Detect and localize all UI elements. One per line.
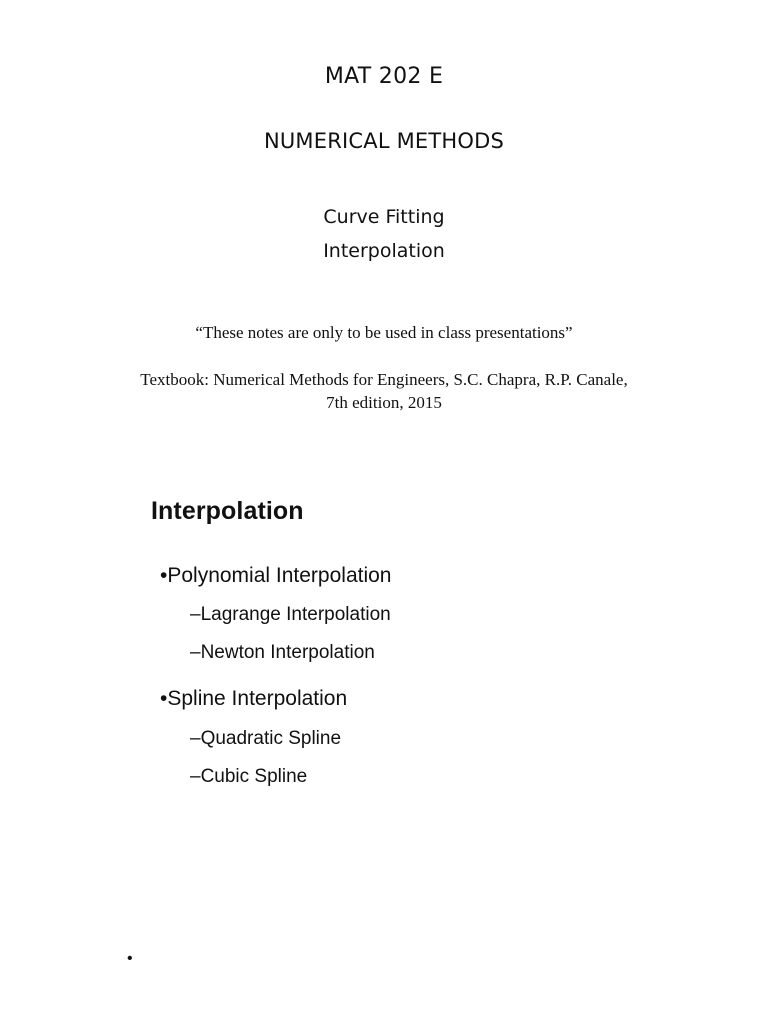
topic-interpolation: Interpolation bbox=[323, 240, 445, 262]
bullet-polynomial-interpolation: •Polynomial Interpolation bbox=[160, 564, 392, 587]
subbullet-newton: –Newton Interpolation bbox=[190, 642, 375, 663]
course-name: NUMERICAL METHODS bbox=[263, 129, 505, 153]
topic-curve-fitting: Curve Fitting bbox=[323, 206, 445, 228]
disclaimer-note: “These notes are only to be used in class presentations” bbox=[195, 323, 573, 342]
textbook-reference: Textbook: Numerical Methods for Engineers, S.C. Chapra, R.P. Canale, bbox=[140, 370, 628, 389]
textbook-edition: 7th edition, 2015 bbox=[326, 393, 442, 412]
subbullet-lagrange: –Lagrange Interpolation bbox=[190, 604, 391, 625]
bullet-spline-interpolation: •Spline Interpolation bbox=[160, 687, 348, 710]
slide-heading: Interpolation bbox=[151, 497, 304, 525]
course-code: MAT 202 E bbox=[324, 64, 444, 89]
subbullet-quadratic-spline: –Quadratic Spline bbox=[190, 728, 342, 749]
subbullet-cubic-spline: –Cubic Spline bbox=[190, 766, 308, 787]
empty-list-bullet: • bbox=[127, 950, 133, 967]
